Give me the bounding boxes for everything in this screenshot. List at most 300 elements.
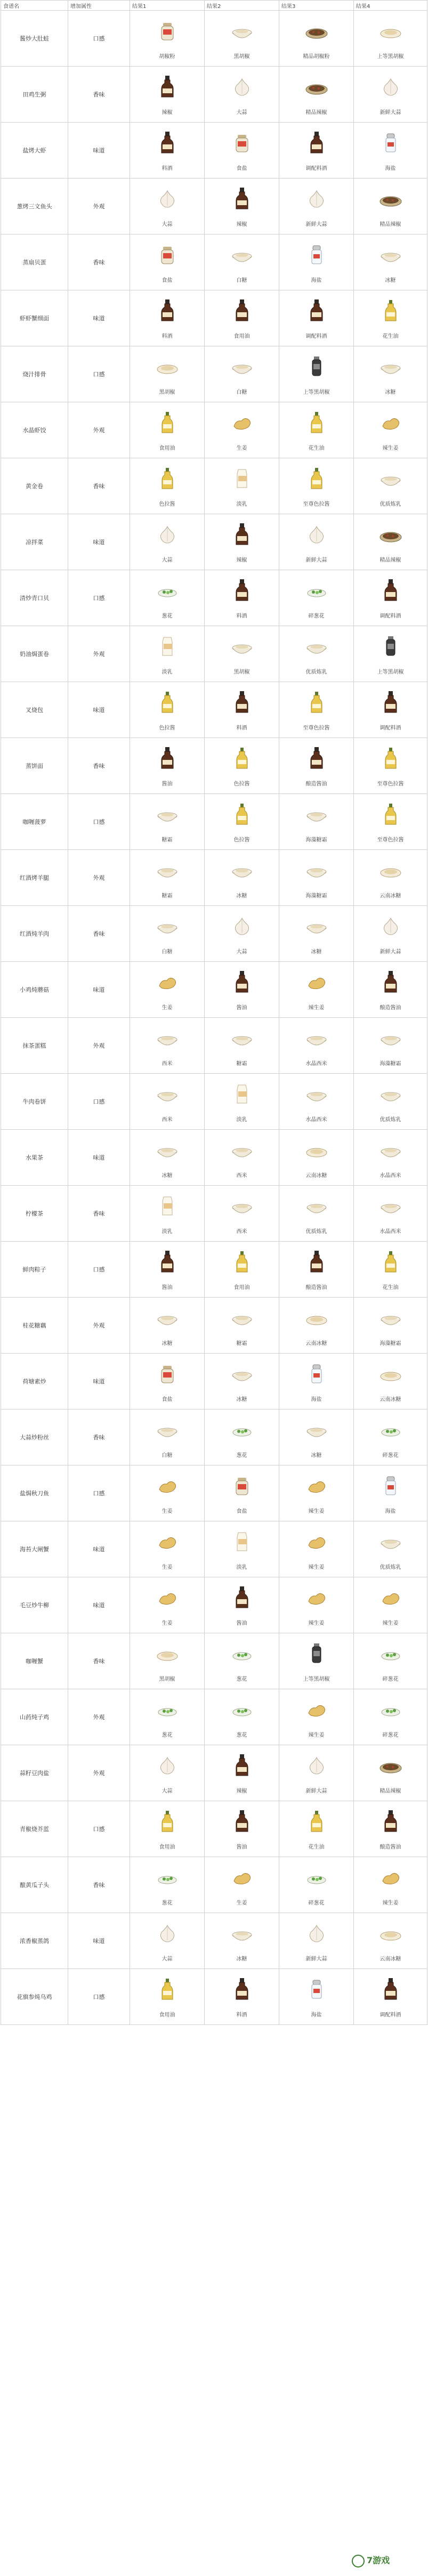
- ingredient-label: 至尊色拉酱: [303, 501, 330, 507]
- recipe-name: 水晶虾饺: [1, 402, 68, 458]
- recipe-name: 清炒青口贝: [1, 570, 68, 626]
- ingredient-label: 料酒: [236, 725, 247, 731]
- table-header-row: [1, 1, 427, 11]
- recipe-attribute: 味道: [68, 1130, 130, 1186]
- scallion-icon: [378, 1416, 403, 1444]
- ginger-icon: [378, 1864, 403, 1892]
- bottle-icon: [230, 1584, 254, 1612]
- recipe-attribute: 味道: [68, 514, 130, 570]
- recipe-name: 蒜籽豆肉盐: [1, 1745, 68, 1801]
- ingredient-label: 海藻糖霜: [379, 1060, 401, 1067]
- ingredient-label: 大蒜: [161, 221, 173, 228]
- ingredient-label: 精品胡椒粉: [303, 53, 330, 60]
- ingredient-cell: [354, 1465, 427, 1521]
- ingredient-cell: [354, 1689, 427, 1745]
- ingredient-label: 上等黑胡椒: [303, 389, 330, 395]
- ingredient-cell: [130, 1465, 205, 1521]
- ingredient-label: 黑胡椒: [233, 53, 250, 60]
- ingredient-cell: [205, 1633, 279, 1689]
- oil-icon: [378, 801, 403, 829]
- recipe-row: [1, 67, 427, 123]
- recipe-row: [1, 1186, 427, 1242]
- scallion-icon: [155, 577, 180, 605]
- recipe-row: [1, 402, 427, 458]
- ingredient-cell: [354, 123, 427, 179]
- ingredient-cell: [205, 1969, 279, 2025]
- ingredient-cell: [130, 1298, 205, 1354]
- ingredient-label: 糖霜: [236, 1340, 247, 1347]
- ingredient-label: 生姜: [161, 1508, 173, 1514]
- bowl-icon: [378, 1305, 403, 1332]
- recipe-name: 青椒烧芥蓝: [1, 1801, 68, 1857]
- ingredient-label: 辣椒: [236, 1788, 247, 1794]
- ingredient-label: 淡乳: [161, 669, 173, 675]
- ingredient-cell: [279, 1018, 354, 1074]
- recipe-name: 毛豆炒牛柳: [1, 1577, 68, 1633]
- ingredient-label: 新鲜大蒜: [379, 109, 401, 116]
- recipe-name: 柠檬茶: [1, 1186, 68, 1242]
- ingredient-label: 海盐: [311, 2012, 322, 2018]
- ingredient-label: 酱油: [236, 1620, 247, 1626]
- bottle-icon: [304, 297, 329, 325]
- grinder-icon: [304, 1640, 329, 1668]
- ingredient-cell: [279, 1745, 354, 1801]
- ingredient-cell: [279, 402, 354, 458]
- ingredient-cell: [205, 67, 279, 123]
- ingredient-cell: [130, 682, 205, 738]
- ingredient-label: 云南冰糖: [379, 1956, 401, 1962]
- ginger-icon: [378, 1584, 403, 1612]
- ingredient-label: 花生油: [308, 1844, 325, 1850]
- bottle-icon: [230, 969, 254, 997]
- ingredient-cell: [354, 794, 427, 850]
- recipe-row: [1, 1465, 427, 1521]
- recipe-row: [1, 626, 427, 682]
- ingredient-label: 色拉酱: [233, 837, 250, 843]
- recipe-name: 山药炖子鸡: [1, 1689, 68, 1745]
- recipe-name: 红酒炖羊肉: [1, 906, 68, 962]
- ingredient-label: 食盐: [236, 1508, 247, 1514]
- plate-icon: [378, 18, 403, 45]
- ingredient-label: 料酒: [236, 2012, 247, 2018]
- ingredient-cell: [354, 67, 427, 123]
- ingredient-label: 海盐: [311, 1396, 322, 1403]
- bottle-icon: [378, 1976, 403, 2004]
- ingredient-cell: [205, 1354, 279, 1409]
- garlic-icon: [155, 1920, 180, 1948]
- recipe-attribute: 外观: [68, 1689, 130, 1745]
- ingredient-cell: [354, 11, 427, 67]
- ingredient-label: 色拉酱: [159, 725, 175, 731]
- ingredient-cell: [205, 1074, 279, 1130]
- recipe-name: 烧汁排骨: [1, 346, 68, 402]
- bowl-icon: [230, 1193, 254, 1220]
- ingredient-label: 冰糖: [311, 1452, 322, 1459]
- ingredient-label: 西米: [236, 1228, 247, 1235]
- recipe-name: 大蒜炒粉丝: [1, 1409, 68, 1465]
- ingredient-label: 葱花: [161, 1732, 173, 1738]
- ingredient-label: 碎葱花: [382, 1732, 399, 1738]
- ingredient-label: 料酒: [236, 613, 247, 619]
- ingredient-label: 辣生姜: [308, 1508, 325, 1514]
- oil-icon: [155, 689, 180, 717]
- recipe-attribute: 外观: [68, 1298, 130, 1354]
- scallion-icon: [155, 1864, 180, 1892]
- bottle-icon: [304, 1249, 329, 1276]
- ingredient-label: 辣椒: [161, 109, 173, 116]
- ingredient-cell: [130, 626, 205, 682]
- recipe-attribute: 外观: [68, 179, 130, 234]
- ingredient-cell: [354, 1633, 427, 1689]
- ingredient-label: 海藻糖霜: [305, 893, 327, 899]
- ingredient-label: 色拉酱: [233, 781, 250, 787]
- ingredient-cell: [130, 738, 205, 794]
- ingredient-cell: [279, 962, 354, 1018]
- jar-icon: [155, 241, 180, 269]
- ingredient-cell: [354, 570, 427, 626]
- bowl-icon: [230, 633, 254, 661]
- shaker-icon: [378, 1472, 403, 1500]
- bottle-icon: [378, 689, 403, 717]
- ingredient-label: 调配料酒: [379, 725, 401, 731]
- scallion-icon: [378, 1640, 403, 1668]
- ingredient-label: 生姜: [161, 1620, 173, 1626]
- recipe-attribute: 口感: [68, 346, 130, 402]
- ingredient-cell: [205, 1801, 279, 1857]
- recipe-name: 海苔大闸蟹: [1, 1521, 68, 1577]
- garlic-icon: [304, 1920, 329, 1948]
- bottle-icon: [304, 745, 329, 773]
- header-result-4: 结果4: [354, 1, 427, 11]
- ingredient-label: 食盐: [161, 277, 173, 283]
- bowl-icon: [230, 857, 254, 885]
- ingredient-label: 食用油: [159, 445, 175, 451]
- ingredient-label: 辣生姜: [382, 1620, 399, 1626]
- milk-icon: [155, 633, 180, 661]
- ingredient-cell: [130, 11, 205, 67]
- ingredient-label: 酱油: [236, 1844, 247, 1850]
- ingredient-cell: [354, 290, 427, 346]
- tray-icon: [304, 74, 329, 101]
- ingredient-label: 辣生姜: [308, 1732, 325, 1738]
- logo-icon: [352, 2555, 365, 2567]
- oil-icon: [304, 1808, 329, 1836]
- bottle-icon: [230, 1808, 254, 1836]
- ingredient-cell: [354, 1913, 427, 1969]
- ingredient-cell: [279, 794, 354, 850]
- ingredient-label: 至尊色拉酱: [377, 781, 404, 787]
- bottle-icon: [230, 297, 254, 325]
- ingredient-cell: [205, 123, 279, 179]
- bowl-icon: [230, 1137, 254, 1164]
- header-result-3: 结果3: [279, 1, 354, 11]
- ingredient-label: 精品辣椒: [379, 557, 401, 563]
- ingredient-cell: [130, 570, 205, 626]
- ingredient-cell: [205, 850, 279, 906]
- recipe-name: 蒸饼面: [1, 738, 68, 794]
- recipe-attribute: 香味: [68, 234, 130, 290]
- recipe-attribute: 口感: [68, 11, 130, 67]
- shaker-icon: [304, 1360, 329, 1388]
- recipe-row: [1, 1130, 427, 1186]
- ingredient-cell: [205, 11, 279, 67]
- recipe-attribute: 味道: [68, 1521, 130, 1577]
- ingredient-label: 白糖: [161, 949, 173, 955]
- plate-icon: [378, 1920, 403, 1948]
- header-result-1: 结果1: [130, 1, 205, 11]
- ingredient-cell: [279, 1801, 354, 1857]
- ingredient-cell: [130, 179, 205, 234]
- ingredient-label: 胡椒粉: [159, 53, 175, 60]
- ingredient-label: 食盐: [236, 165, 247, 172]
- scallion-icon: [155, 1696, 180, 1724]
- garlic-icon: [304, 521, 329, 549]
- recipe-attribute: 香味: [68, 906, 130, 962]
- scallion-icon: [230, 1416, 254, 1444]
- recipe-attribute: 外观: [68, 850, 130, 906]
- ingredient-label: 葱花: [236, 1676, 247, 1682]
- recipe-row: [1, 290, 427, 346]
- bowl-icon: [230, 1360, 254, 1388]
- recipe-row: [1, 514, 427, 570]
- ingredient-label: 酱油: [236, 1005, 247, 1011]
- oil-icon: [378, 297, 403, 325]
- recipe-row: [1, 738, 427, 794]
- ingredient-cell: [130, 906, 205, 962]
- recipe-attribute: 味道: [68, 1354, 130, 1409]
- recipe-table: [1, 0, 427, 2025]
- ingredient-cell: [130, 234, 205, 290]
- recipe-row: [1, 1242, 427, 1298]
- recipe-name: 蒸扇贝蛋: [1, 234, 68, 290]
- header-result-2: 结果2: [205, 1, 279, 11]
- shaker-icon: [304, 241, 329, 269]
- ingredient-label: 辣生姜: [308, 1005, 325, 1011]
- recipe-name: 盐焗秋刀鱼: [1, 1465, 68, 1521]
- ingredient-label: 酿造酱油: [379, 1005, 401, 1011]
- ingredient-label: 云南冰糖: [379, 1396, 401, 1403]
- ingredient-label: 辣椒: [236, 557, 247, 563]
- ingredient-cell: [354, 1409, 427, 1465]
- grinder-icon: [304, 353, 329, 381]
- ingredient-cell: [354, 458, 427, 514]
- recipe-name: 牛肉卷饼: [1, 1074, 68, 1130]
- ingredient-cell: [205, 179, 279, 234]
- ingredient-label: 辣生姜: [382, 1900, 399, 1906]
- ingredient-cell: [130, 1577, 205, 1633]
- ingredient-cell: [354, 1801, 427, 1857]
- ginger-icon: [155, 1472, 180, 1500]
- bottle-icon: [230, 185, 254, 213]
- milk-icon: [155, 1193, 180, 1220]
- ingredient-label: 碎葱花: [308, 1900, 325, 1906]
- ingredient-label: 西米: [161, 1116, 173, 1123]
- header-name: 食谱名: [1, 1, 68, 11]
- ingredient-label: 花生油: [382, 1284, 399, 1291]
- garlic-icon: [304, 185, 329, 213]
- ingredient-label: 碎葱花: [382, 1452, 399, 1459]
- ingredient-cell: [279, 1298, 354, 1354]
- jar-icon: [155, 1360, 180, 1388]
- ingredient-cell: [279, 514, 354, 570]
- recipe-row: [1, 682, 427, 738]
- ingredient-cell: [354, 1857, 427, 1913]
- ingredient-label: 碎葱花: [382, 1676, 399, 1682]
- oil-icon: [304, 409, 329, 437]
- recipe-name: 酿黄瓜子头: [1, 1857, 68, 1913]
- recipe-name: 叉烧包: [1, 682, 68, 738]
- ingredient-label: 白糖: [236, 389, 247, 395]
- recipe-attribute: 口感: [68, 1074, 130, 1130]
- ingredient-label: 至尊色拉酱: [377, 837, 404, 843]
- ingredient-cell: [354, 1298, 427, 1354]
- ingredient-label: 色拉酱: [159, 501, 175, 507]
- ingredient-label: 大蒜: [161, 1788, 173, 1794]
- ingredient-cell: [279, 1521, 354, 1577]
- recipe-name: 桂花糖藕: [1, 1298, 68, 1354]
- tray-icon: [378, 185, 403, 213]
- ingredient-label: 新鲜大蒜: [305, 1788, 327, 1794]
- oil-icon: [230, 1249, 254, 1276]
- ingredient-label: 大蒜: [236, 949, 247, 955]
- ingredient-label: 料酒: [161, 165, 173, 172]
- recipe-row: [1, 906, 427, 962]
- ingredient-label: 酿造酱油: [305, 1284, 327, 1291]
- header-attr: 增加属性: [68, 1, 130, 11]
- recipe-name: 盐烤大虾: [1, 123, 68, 179]
- bowl-icon: [378, 241, 403, 269]
- ingredient-cell: [130, 1633, 205, 1689]
- ingredient-label: 食用油: [233, 1284, 250, 1291]
- bottle-icon: [230, 689, 254, 717]
- ingredient-cell: [205, 514, 279, 570]
- ginger-icon: [230, 1864, 254, 1892]
- ingredient-cell: [354, 1242, 427, 1298]
- ingredient-cell: [354, 402, 427, 458]
- plate-icon: [378, 1360, 403, 1388]
- ginger-icon: [155, 969, 180, 997]
- ginger-icon: [304, 1584, 329, 1612]
- ingredient-cell: [130, 1857, 205, 1913]
- bowl-icon: [155, 1416, 180, 1444]
- ingredient-cell: [354, 682, 427, 738]
- recipe-name: 咖喱蟹: [1, 1633, 68, 1689]
- bottle-icon: [155, 745, 180, 773]
- ingredient-cell: [205, 1409, 279, 1465]
- ingredient-label: 白糖: [236, 277, 247, 283]
- scallion-icon: [304, 577, 329, 605]
- jar-icon: [155, 18, 180, 45]
- ingredient-label: 新鲜大蒜: [379, 949, 401, 955]
- recipe-attribute: 口感: [68, 1801, 130, 1857]
- garlic-icon: [155, 521, 180, 549]
- ingredient-cell: [279, 458, 354, 514]
- ingredient-label: 葱花: [161, 1900, 173, 1906]
- recipe-attribute: 口感: [68, 1969, 130, 2025]
- ingredient-label: 优质炼乳: [379, 501, 401, 507]
- ingredient-cell: [205, 1521, 279, 1577]
- ingredient-cell: [279, 1074, 354, 1130]
- ingredient-label: 优质炼乳: [305, 669, 327, 675]
- ingredient-label: 生姜: [236, 1900, 247, 1906]
- recipe-attribute: 香味: [68, 1633, 130, 1689]
- jar-icon: [230, 129, 254, 157]
- ingredient-cell: [354, 738, 427, 794]
- ingredient-cell: [205, 1465, 279, 1521]
- ingredient-cell: [130, 514, 205, 570]
- ingredient-cell: [279, 682, 354, 738]
- ingredient-label: 海盐: [385, 165, 396, 172]
- ingredient-cell: [205, 1913, 279, 1969]
- scallion-icon: [230, 1696, 254, 1724]
- bottle-icon: [155, 74, 180, 101]
- recipe-row: [1, 123, 427, 179]
- ingredient-label: 西米: [161, 1060, 173, 1067]
- ingredient-cell: [354, 906, 427, 962]
- ingredient-label: 冰糖: [236, 1396, 247, 1403]
- ingredient-cell: [130, 1409, 205, 1465]
- ingredient-cell: [130, 1130, 205, 1186]
- recipe-attribute: 香味: [68, 1857, 130, 1913]
- scallion-icon: [304, 1864, 329, 1892]
- bowl-icon: [378, 1025, 403, 1052]
- recipe-name: 葱烤三文鱼头: [1, 179, 68, 234]
- ingredient-label: 至尊色拉酱: [303, 725, 330, 731]
- ingredient-label: 调配料酒: [305, 333, 327, 339]
- ingredient-cell: [354, 1354, 427, 1409]
- recipe-row: [1, 179, 427, 234]
- ingredient-cell: [354, 346, 427, 402]
- ingredient-cell: [205, 1186, 279, 1242]
- recipe-attribute: 口感: [68, 570, 130, 626]
- ingredient-label: 海藻糖霜: [379, 1340, 401, 1347]
- ingredient-cell: [279, 346, 354, 402]
- recipe-row: [1, 1577, 427, 1633]
- plate-icon: [155, 1640, 180, 1668]
- bowl-icon: [155, 1081, 180, 1108]
- ingredient-label: 生姜: [236, 445, 247, 451]
- ingredient-cell: [354, 1969, 427, 2025]
- oil-icon: [304, 689, 329, 717]
- recipe-row: [1, 1409, 427, 1465]
- watermark-logo: [352, 2554, 390, 2567]
- bowl-icon: [304, 857, 329, 885]
- oil-icon: [230, 745, 254, 773]
- ingredient-label: 食用油: [159, 2012, 175, 2018]
- grinder-icon: [378, 633, 403, 661]
- ingredient-label: 云南冰糖: [305, 1172, 327, 1179]
- ingredient-label: 糖霜: [236, 1060, 247, 1067]
- ingredient-label: 葱花: [236, 1732, 247, 1738]
- ingredient-label: 料酒: [161, 333, 173, 339]
- ingredient-label: 白糖: [161, 1452, 173, 1459]
- recipe-name: 酱炒大肚蛙: [1, 11, 68, 67]
- ingredient-cell: [354, 626, 427, 682]
- ingredient-label: 酱油: [161, 781, 173, 787]
- recipe-attribute: 味道: [68, 1577, 130, 1633]
- recipe-row: [1, 1913, 427, 1969]
- ingredient-cell: [205, 906, 279, 962]
- oil-icon: [155, 1976, 180, 2004]
- ingredient-label: 西米: [236, 1172, 247, 1179]
- recipe-row: [1, 1857, 427, 1913]
- ingredient-label: 精品辣椒: [379, 221, 401, 228]
- oil-icon: [155, 1808, 180, 1836]
- plate-icon: [378, 857, 403, 885]
- recipe-name: 水果茶: [1, 1130, 68, 1186]
- ingredient-cell: [279, 738, 354, 794]
- ingredient-label: 冰糖: [385, 277, 396, 283]
